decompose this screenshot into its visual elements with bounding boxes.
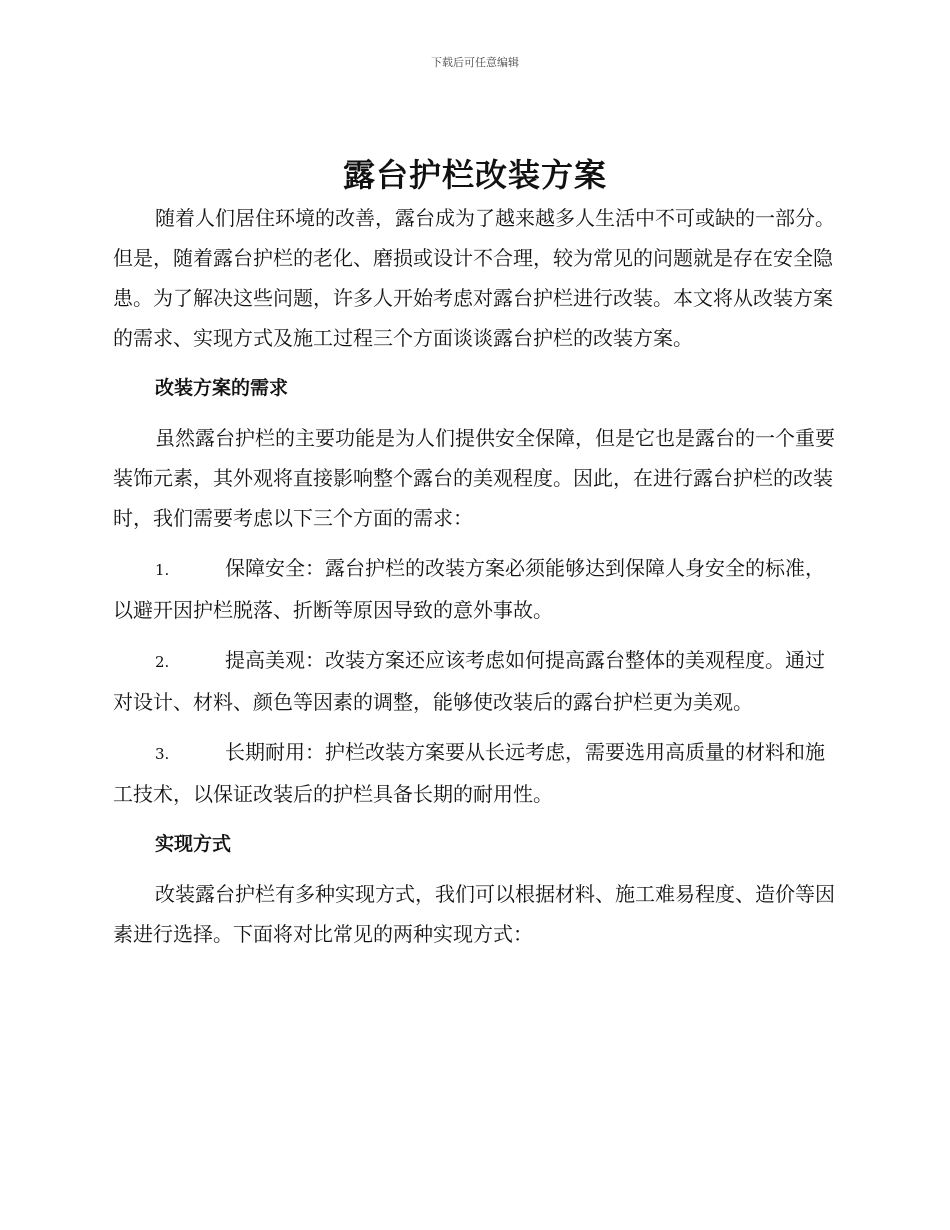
spacer: [113, 864, 837, 874]
list-item-text: 提高美观：改装方案还应该考虑如何提高露台整体的美观程度。通过对设计、材料、颜色等因素的调整，能够使改装后的露台护栏更为美观。: [113, 648, 825, 714]
section-heading-requirements: 改装方案的需求: [155, 377, 289, 399]
spacer: [113, 630, 837, 640]
list-item: [113, 548, 837, 630]
section-heading-implementation: 实现方式: [155, 833, 232, 855]
spacer: [113, 408, 837, 418]
spacer: [113, 814, 837, 824]
spacer: [113, 358, 837, 368]
list-item-number: 3.: [155, 745, 170, 763]
requirements-paragraph: 虽然露台护栏的主要功能是为人们提供安全保障，但是它也是露台的一个重要装饰元素，其外观将直接影响整个露台的美观程度。因此，在进行露台护栏的改装时，我们需要考虑以下三个方面的需求：: [113, 426, 835, 530]
intro-paragraph: 随着人们居住环境的改善，露台成为了越来越多人生活中不可或缺的一部分。但是，随着露台护栏的老化、磨损或设计不合理，较为常见的问题就是存在安全隐患。为了解决这些问题，许多人开始考虑对露台护栏进行改装。本文将从改装方案的需求、实现方式及施工过程三个方面谈谈露台护栏的改装方案。: [113, 206, 835, 350]
spacer: [113, 538, 837, 548]
document-title: 露台护栏改装方案: [342, 156, 607, 194]
page-header: 下载后可任意编辑: [431, 56, 519, 69]
document-body: [113, 198, 837, 954]
spacer: [113, 722, 837, 732]
list-item-text: 长期耐用：护栏改装方案要从长远考虑，需要选用高质量的材料和施工技术，以保证改装后的护栏具备长期的耐用性。: [113, 740, 825, 806]
list-item: [113, 640, 837, 722]
list-item-number: 2.: [155, 653, 170, 671]
list-item-number: 1.: [155, 561, 170, 579]
list-item-text: 保障安全：露台护栏的改装方案必须能够达到保障人身安全的标准，以避开因护栏脱落、折断等原因导致的意外事故。: [113, 556, 825, 622]
list-item: [113, 732, 837, 814]
implementation-paragraph: 改装露台护栏有多种实现方式，我们可以根据材料、施工难易程度、造价等因素进行选择。下面将对比常见的两种实现方式：: [113, 882, 835, 946]
